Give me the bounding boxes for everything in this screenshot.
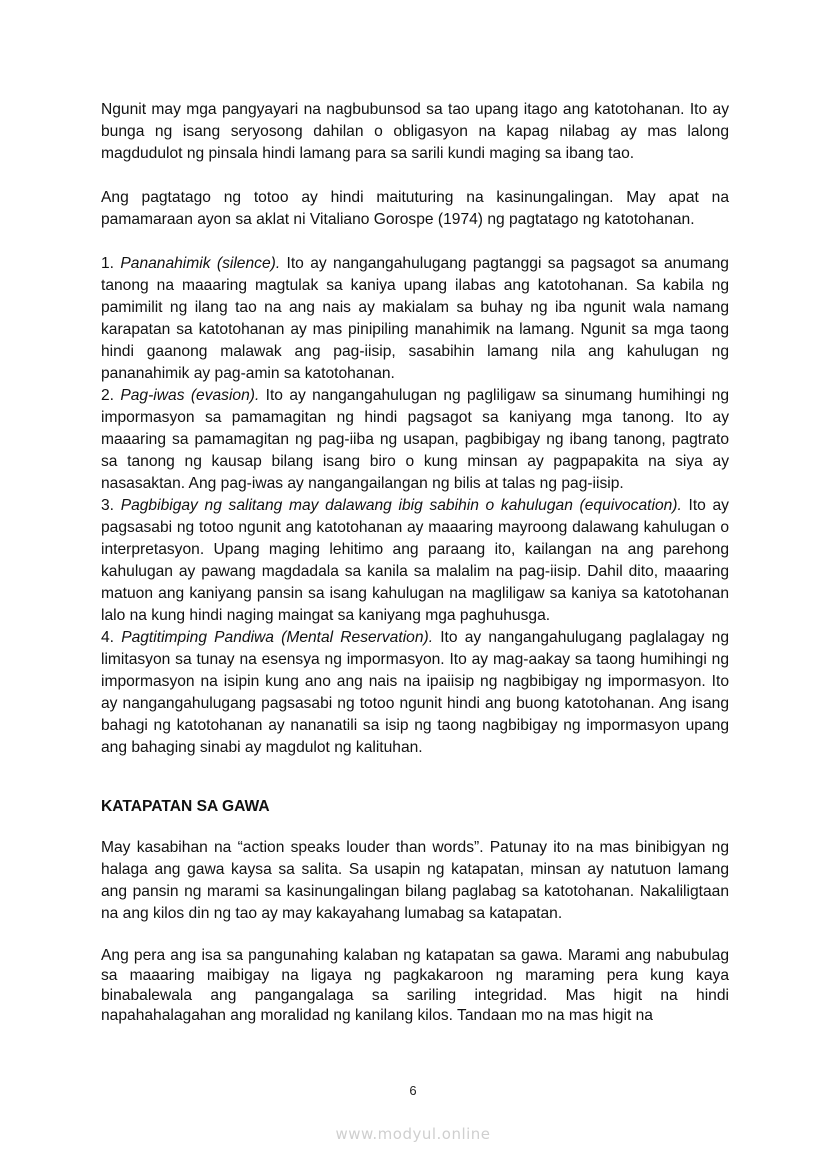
method-term-punct: . (275, 255, 281, 272)
method-text: Ito ay nangangahulugan ng pagliligaw sa sinumang humihingi ng impormasyon sa pamamagitan ng hindi pagsagot sa kaniyang mga tanong. Ito ay maaaring sa pamamagitan ng pag-iiba ng usapan, pagbibigay ng ibang tanong, pagtrato sa tanong ng kausap bilang isang biro o kung minsan ay pagpapakita na siya ay nasasaktan. Ang pag-iwas ay nangangailangan ng bilis at talas ng pag-iisip. (101, 387, 729, 492)
method-term-punct: . (677, 497, 682, 514)
method-number: 2. (101, 387, 115, 404)
section-paragraph-2: Ang pera ang isa sa pangunahing kalaban ng katapatan sa gawa. Marami ang nabubulag sa maaaring maibigay na ligaya ng pagkakaroon ng maraming pera kung kaya binabalewala ang pangangalaga sa sariling integridad. Mas higit na hindi napahahalagahan ang moralidad ng kanilang kilos. Tandaan mo na mas higit na (101, 947, 729, 1024)
method-term: Pagtitimping Pandiwa (Mental Reservation) (121, 629, 429, 646)
method-item-2 (101, 385, 729, 495)
section-heading: KATAPATAN SA GAWA (101, 798, 270, 815)
document-page (101, 99, 729, 1026)
method-item-4 (101, 627, 729, 759)
method-number: 1. (101, 255, 115, 272)
methods-list (101, 253, 729, 759)
method-text: Ito ay nangangahulugang paglalagay ng limitasyon sa tunay na esensya ng impormasyon. Ito ay mag-aakay sa taong humihingi ng impormasyon na isipin kung ano ang nais na ipaiisip ng nagbibigay ng impormasyon. Ito ay nangangahulugang pagsasabi ng totoo ngunit hindi ang buong katotohanan. Ang isang bahagi ng katotohanan ay nananatili sa isip ng taong nagbibigay ng impormasyon upang ang bahaging sinabi ay magdulot ng kalituhan. (101, 629, 729, 756)
intro-paragraph-2: Ang pagtatago ng totoo ay hindi maituturing na kasinungalingan. May apat na pamamaraan ayon sa aklat ni Vitaliano Gorospe (1974) ng pagtatago ng katotohanan. (101, 189, 729, 228)
intro-paragraph-1: Ngunit may mga pangyayari na nagbubunsod sa tao upang itago ang katotohanan. Ito ay bunga ng isang seryosong dahilan o obligasyon na kapag nilabag ay mas lalong magdudulot ng pinsala hindi lamang para sa sarili kundi maging sa ibang tao. (101, 101, 729, 162)
method-number: 3. (101, 497, 115, 514)
section-paragraph-1: May kasabihan na “action speaks louder than words”. Patunay ito na mas binibigyan ng halaga ang gawa kaysa sa salita. Sa usapin ng katapatan, minsan ay natutuon lamang ang pansin ng marami sa kasinungalingan bilang paglabag sa katotohanan. Nakaliligtaan na ang kilos din ng tao ay may kakayahang lumabag sa katapatan. (101, 839, 729, 922)
method-text: Ito ay nangangahulugang pagtanggi sa pagsagot sa anumang tanong na maaaring magtulak sa kaniya upang ilabas ang katotohanan. Sa kabila ng pamimilit ng ilang tao na ang nais ay makialam sa buhay ng iba ngunit wala namang karapatan sa katotohanan ay mas pinipiling manahimik na lamang. Ngunit sa mga taong hindi gaanong malawak ang pag-iisip, sasabihin lamang nila ang kahulugan ng pananahimik ay pag-amin sa katotohanan. (101, 255, 729, 382)
method-item-1 (101, 253, 729, 385)
page-number: 6 (409, 1083, 417, 1098)
method-number: 4. (101, 629, 115, 646)
method-term-punct: . (254, 387, 260, 404)
method-item-3 (101, 495, 729, 627)
method-term: Pag-iwas (evasion) (120, 387, 255, 404)
method-term: Pananahimik (silence) (120, 255, 276, 272)
watermark: www.modyul.online (335, 1125, 491, 1143)
method-text: Ito ay pagsasabi ng totoo ngunit ang katotohanan ay maaaring mayroong dalawang kahulugan o interpretasyon. Upang maging lehitimo ang paraang ito, kailangan na ang parehong kahulugan ay pawang magdadala sa kanila sa malalim na pag-iisip. Dahil dito, maaaring matuon ang kaniyang pansin sa isang kahulugan na magliligaw sa kaniya sa katotohanan lalo na kung hindi naging maingat sa kaniyang mga paghuhusga. (101, 497, 729, 624)
method-term-punct: . (428, 629, 434, 646)
method-term: Pagbibigay ng salitang may dalawang ibig sabihin o kahulugan (equivocation) (120, 497, 678, 514)
